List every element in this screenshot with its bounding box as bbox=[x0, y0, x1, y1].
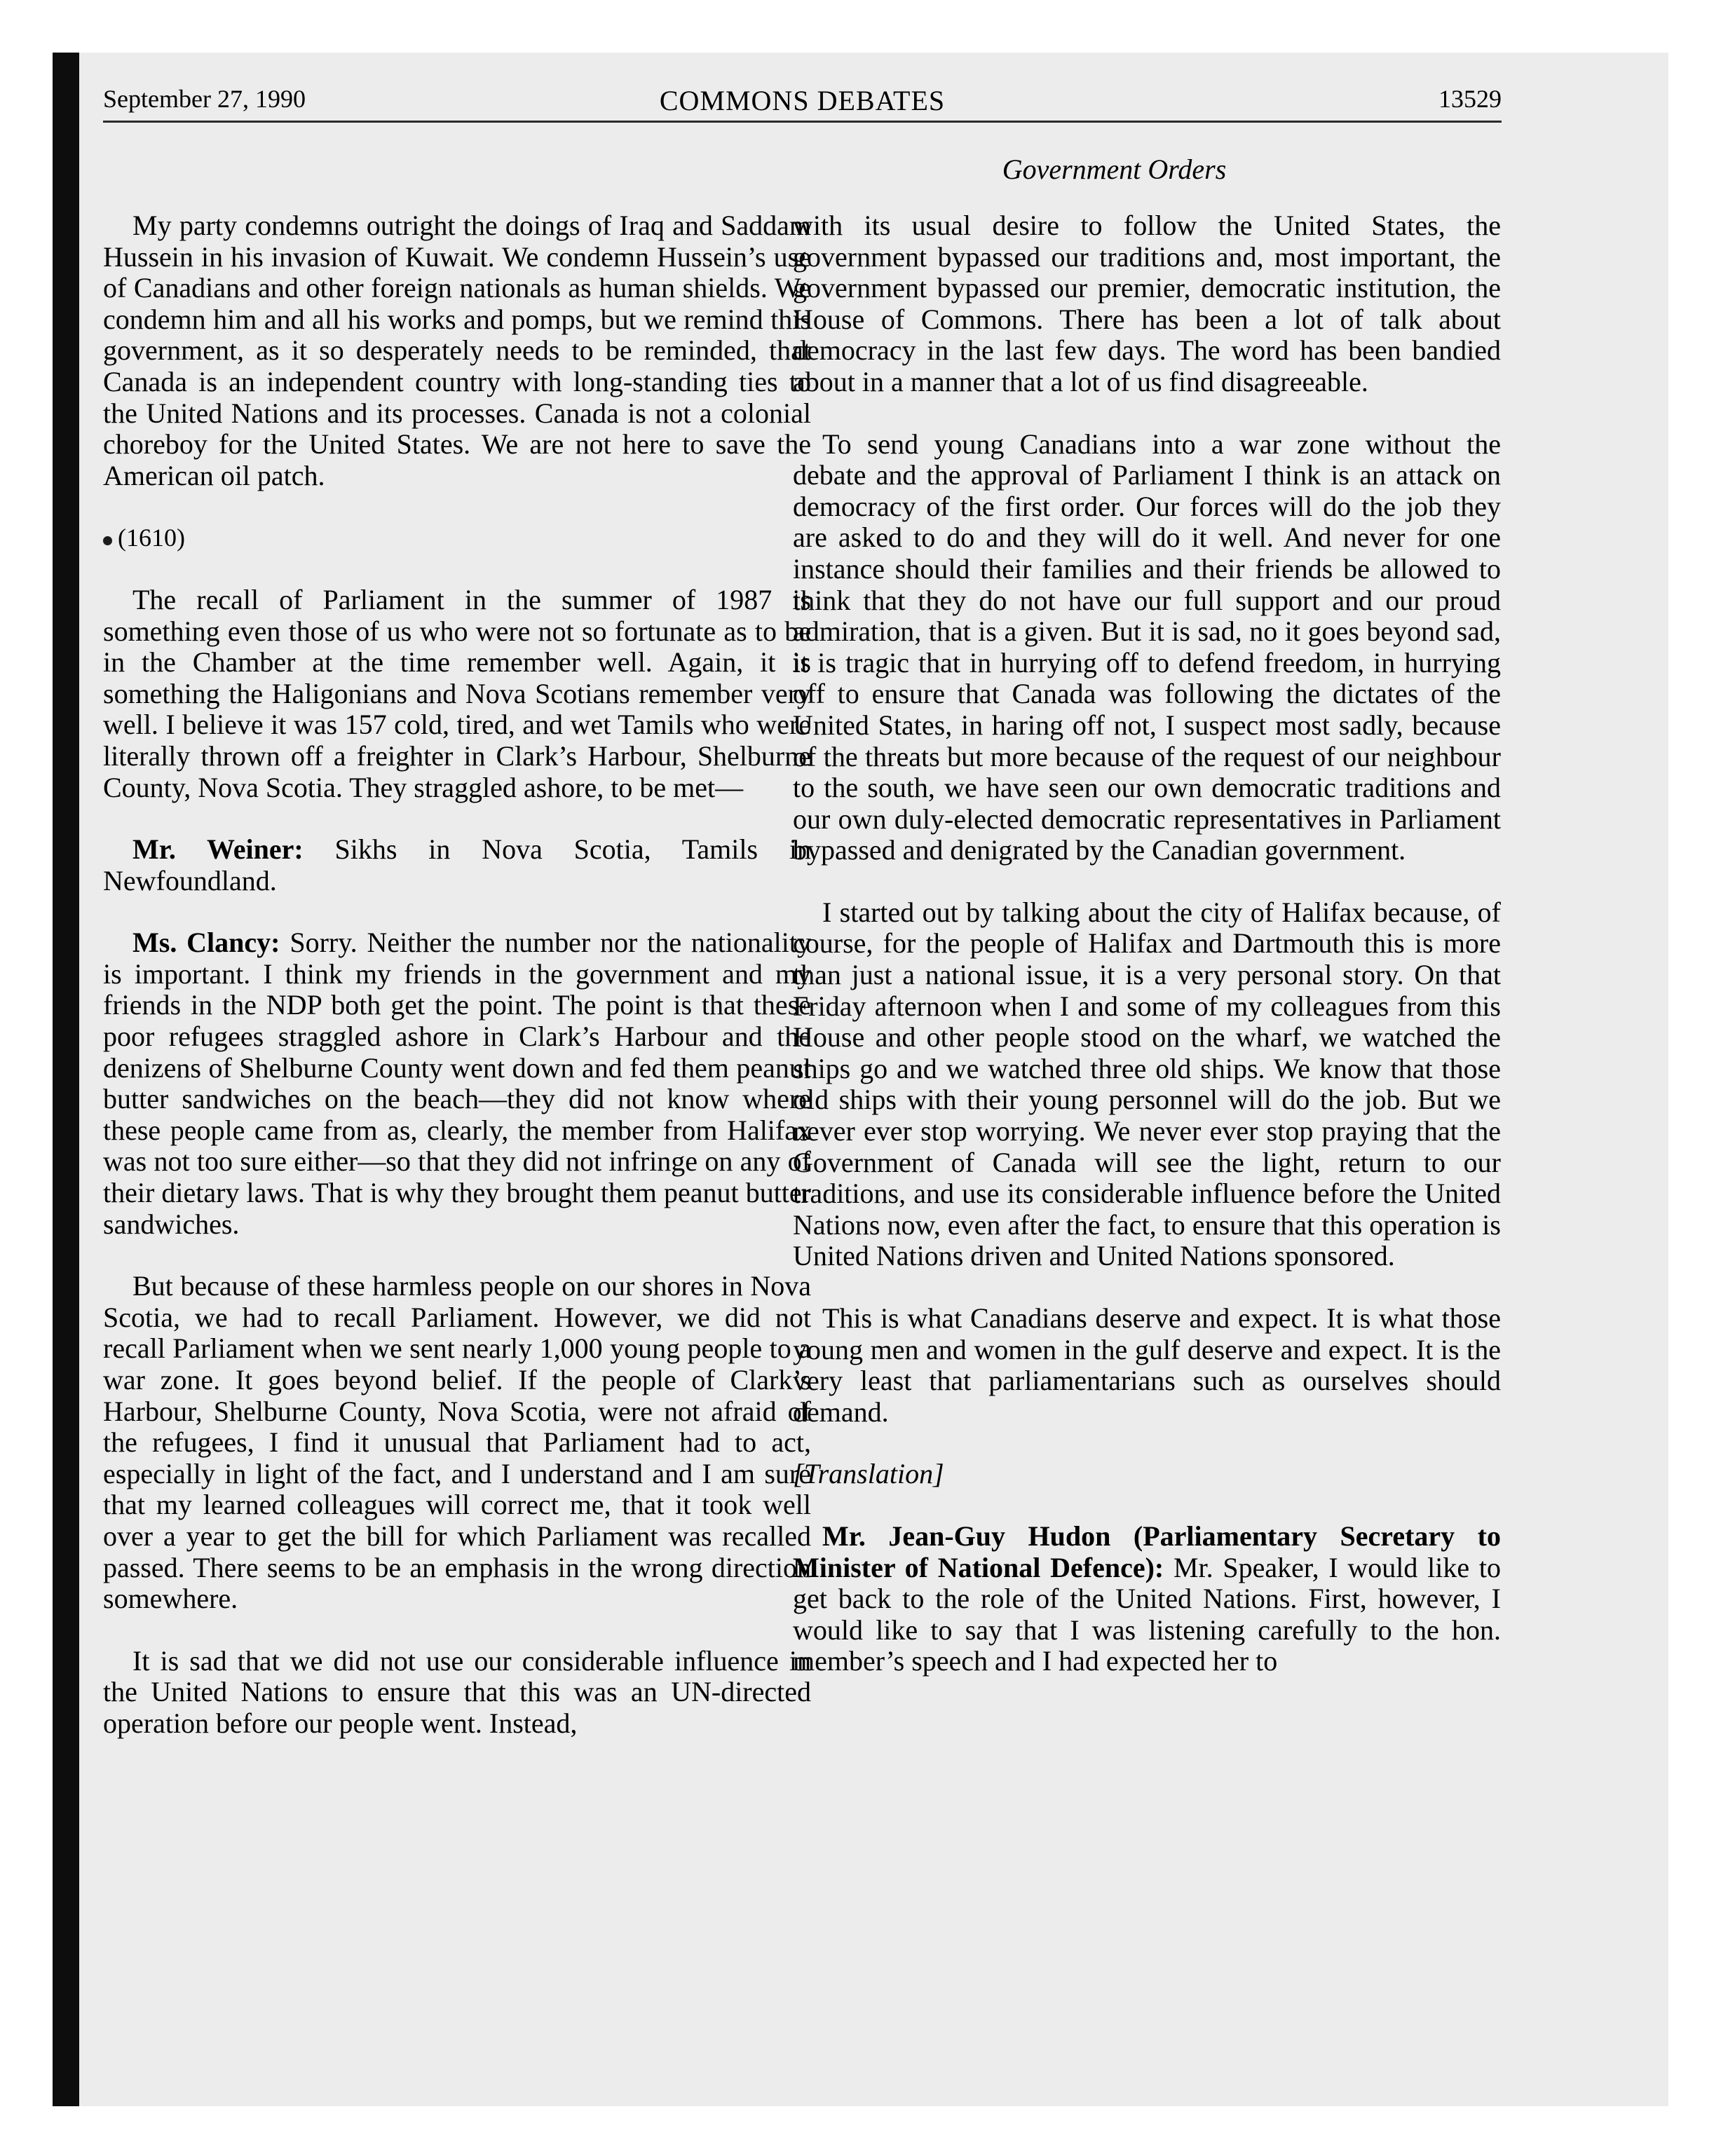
header-title: COMMONS DEBATES bbox=[659, 85, 946, 116]
bullet-icon bbox=[103, 536, 112, 545]
right-paragraph-1: with its usual desire to follow the United States, the government bypassed our traditions and, most important, the government bypassed our premier, democratic institution, the House of Commons. There has been a lot of talk about democracy in the last few days. The word has been bandied about in a manner that a lot of us find disagreeable. bbox=[793, 210, 1501, 397]
left-paragraph-5: But because of these harmless people on our shores in Nova Scotia, we had to recall Parliament. However, we did not recall Parliament when we sent nearly 1,000 young people to a war zone. It goes beyond belief. If the people of Clark’s Harbour, Shelburne County, Nova Scotia, were not afraid of the refugees, I find it unusual that Parliament had to act, especially in light of the fact, and I understand and I am sure that my learned colleagues will correct me, that it took well over a year to get the bill for which Parliament was recalled passed. There seems to be an emphasis in the wrong direction somewhere. bbox=[103, 1270, 811, 1615]
left-paragraph-6: It is sad that we did not use our considerable influence in the United Nations to ensure that this was an UN-directed operation before our people went. Instead, bbox=[103, 1644, 811, 1739]
left-paragraph-3 bbox=[103, 834, 811, 896]
left-paragraph-2: The recall of Parliament in the summer of 1987 is something even those of us who were not so fortunate as to be in the Chamber at the time remember well. Again, it is something the Haligonians and Nova Scotians remember very well. I believe it was 157 cold, tired, and wet Tamils who were literally thrown off a freighter in Clark’s Harbour, Shelburne County, Nova Scotia. They straggled ashore, to be met— bbox=[103, 583, 811, 803]
speaker-name: Mr. Weiner: bbox=[132, 833, 304, 866]
right-paragraph-3: I started out by talking about the city of Halifax because, of course, for the people of Halifax and Dartmouth this is more than just a national issue, it is a very personal story. On that Friday afternoon when I and some of my colleagues from this House and other people stood on the wharf, we watched the ships go and we watched three old ships. We know that those old ships with their young personnel will do the job. But we never ever stop worrying. We never ever stop praying that the Government of Canada will see the light, return to our traditions, and use its considerable influence before the United Nations now, even after the fact, to ensure that this operation is United Nations driven and United Nations sponsored. bbox=[793, 896, 1501, 1272]
right-paragraph-2: To send young Canadians into a war zone without the debate and the approval of Parliament I think is an attack on democracy of the first order. Our forces will do the job they are asked to do and they will do it well. And never for one instance should their families and their friends be allowed to think that they do not have our full support and our proud admiration, that is a given. But it is sad, no it goes beyond sad, it is tragic that in hurrying off to defend freedom, in hurrying off to ensure that Canada was following the dictates of the United States, in haring off not, I suspect most sadly, because of the threats but more because of the request of our neighbour to the south, we have seen our own democratic traditions and our own duly-elected democratic representatives in Parliament bypassed and denigrated by the Canadian government. bbox=[793, 428, 1501, 866]
speech-text: Sorry. Neither the number nor the nationality is important. I think my friends in the government and my friends in the NDP both get the point. The point is that these poor refugees straggled ashore in Clark’s Harbour and the denizens of Shelburne County went down and fed them peanut butter sandwiches on the beach—they did not know where these people came from as, clearly, the member from Halifax was not too sure either—so that they did not infringe on any of their dietary laws. That is why they brought them peanut butter sandwiches. bbox=[103, 927, 812, 1240]
header-date: September 27, 1990 bbox=[103, 85, 306, 113]
time-marker-label: (1610) bbox=[118, 524, 185, 552]
section-heading: Government Orders bbox=[1002, 153, 1227, 185]
translation-note: [Translation] bbox=[793, 1458, 944, 1490]
header-page-number: 13529 bbox=[1438, 85, 1502, 113]
left-paragraph-4 bbox=[103, 927, 811, 1240]
right-paragraph-4: This is what Canadians deserve and expect. It is what those young men and women in the gulf deserve and expect. It is the very least that parliamentarians such as ourselves should demand. bbox=[793, 1302, 1501, 1428]
right-column bbox=[793, 210, 1501, 1708]
header-rule bbox=[103, 121, 1502, 123]
left-paragraph-1: My party condemns outright the doings of Iraq and Saddam Hussein in his invasion of Kuwait. We condemn Hussein’s use of Canadians and other foreign nationals as human shields. We condemn him and all his works and pomps, but we remind this government, as it so desperately needs to be reminded, that Canada is an independent country with long-standing ties to the United Nations and its processes. Canada is not a colonial choreboy for the United States. We are not here to save the American oil patch. bbox=[103, 210, 811, 491]
left-column bbox=[103, 210, 811, 1770]
speaker-name: Ms. Clancy: bbox=[132, 927, 280, 959]
time-marker bbox=[103, 522, 811, 554]
speaker-name: Mr. Jean-Guy Hudon (Parliamentary Secretary to Minister of National Defence): bbox=[793, 1520, 1501, 1583]
binding-edge bbox=[53, 53, 79, 2106]
speech-text: Sikhs in Nova Scotia, Tamils in Newfoundland. bbox=[103, 833, 811, 896]
right-paragraph-5 bbox=[793, 1521, 1501, 1677]
speech-text: Mr. Speaker, I would like to get back to the role of the United Nations. First, however, I would like to say that I was listening carefully to the hon. member’s speech and I had expected her to bbox=[793, 1551, 1501, 1677]
running-head bbox=[103, 84, 1502, 132]
